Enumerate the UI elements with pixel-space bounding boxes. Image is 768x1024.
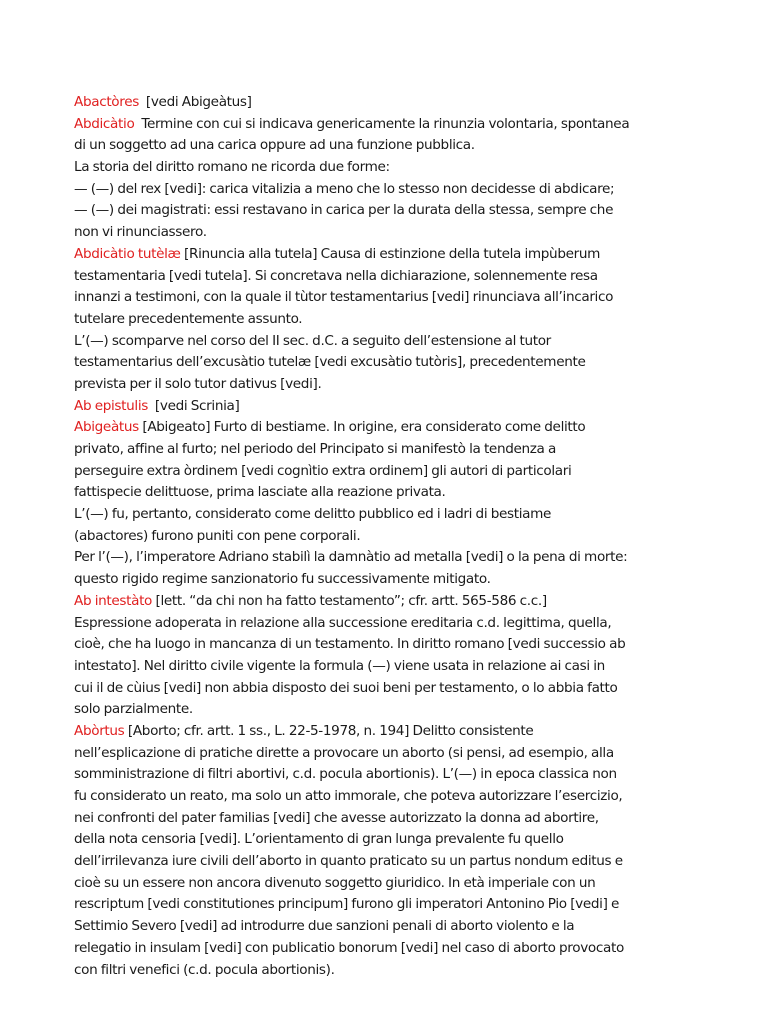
text-line: [74, 396, 734, 418]
text-line: questo rigido regime sanzionatorio fu successivamente mitigato.: [74, 571, 491, 588]
entry-text: [vedi Abigeàtus]: [138, 94, 252, 110]
text-line: (abactores) furono puniti con pene corporali.: [74, 527, 361, 544]
text-line: nei confronti del pater familias [vedi] che avesse autorizzato la donna ad abortire,: [74, 809, 599, 826]
text-line: tutelare precedentemente assunto.: [74, 310, 303, 327]
text-line: privato, affine al furto; nel periodo del Principato si manifestò la tendenza a: [74, 441, 556, 457]
text-line: non vi rinunciassero.: [74, 224, 207, 241]
text-line: — (—) del rex [vedi]: carica vitalizia a meno che lo stesso non decidesse di abdicare;: [74, 180, 615, 197]
text-line: intestato]. Nel diritto civile vigente la formula (—) viene usata in relazione ai casi in: [74, 657, 605, 674]
text-line: testamentarius dell’excusàtio tutelæ [vedi excusàtio tutòris], precedentemente: [74, 354, 586, 371]
entry-abigeatus: [74, 417, 734, 591]
entry-text: [vedi Scrinia]: [147, 397, 240, 414]
text-line: somministrazione di filtri abortivi, c.d. pocula abortionis). L’(—) in epoca classica non: [74, 766, 617, 783]
text-line: — (—) dei magistrati: essi restavano in carica per la durata della stessa, sempre che: [74, 202, 614, 219]
entry-term: Ab intestàto: [74, 592, 153, 609]
text-line: dell’irrilevanza iure civili dell’aborto in quanto praticato su un partus nondum editus e: [74, 853, 623, 870]
entry-term: Abigeàtus: [74, 419, 139, 436]
text-line: della nota censoria [vedi]. L’orientamento di gran lunga prevalente fu quello: [74, 831, 564, 848]
entry-abactores: [74, 92, 734, 114]
text-line: con filtri venefici (c.d. pocula abortionis).: [74, 961, 335, 978]
text-line: [74, 417, 734, 439]
text-line: rescriptum [vedi constitutiones principum] furono gli imperatori Antonino Pio [vedi] e: [74, 896, 620, 913]
entry-text: [lett. “da chi non ha fatto testamento”; cfr. artt. 565-586 c.c.]: [152, 592, 547, 609]
text-line: testamentaria [vedi tutela]. Si concretava nella dichiarazione, solennemente resa: [74, 267, 598, 284]
entry-term: Abdicàtio tutèlæ: [74, 245, 181, 262]
text-line: Settimio Severo [vedi] ad introdurre due sanzioni penali di aborto violento e la: [74, 918, 575, 935]
entry-text: Termine con cui si indicava genericamente la rinunzia volontaria, spontanea: [134, 115, 630, 132]
text-line: cioè, che ha luogo in mancanza di un testamento. In diritto romano [vedi successio ab: [74, 636, 626, 653]
text-line: L’(—) scomparve nel corso del II sec. d.C. a seguito dell’estensione al tutor: [74, 332, 551, 349]
entry-abortus: [74, 721, 734, 981]
text-line: [74, 114, 734, 136]
document-page: [74, 92, 734, 981]
entry-term: Abdicàtio: [74, 115, 135, 132]
entry-abdicatio-tutelae: [74, 244, 734, 396]
entry-ab-intestato: [74, 591, 734, 721]
text-line: [74, 721, 734, 743]
text-line: di un soggetto ad una carica oppure ad una funzione pubblica.: [74, 137, 475, 154]
entry-abdicatio: [74, 114, 734, 244]
entry-term: Ab epistulis: [74, 397, 148, 414]
text-line: Espressione adoperata in relazione alla successione ereditaria c.d. legittima, quella,: [74, 614, 612, 631]
entry-term: Abactòres: [74, 94, 139, 110]
text-line: cioè su un essere non ancora divenuto soggetto giuridico. In età imperiale con un: [74, 874, 596, 891]
entry-text: [Rinuncia alla tutela] Causa di estinzione della tutela impùberum: [180, 245, 601, 262]
entry-text: [Aborto; cfr. artt. 1 ss., L. 22-5-1978, n. 194] Delitto consistente: [124, 722, 534, 739]
text-line: Per l’(—), l’imperatore Adriano stabilì la damnàtio ad metalla [vedi] o la pena di morte:: [74, 549, 628, 566]
entry-term: Abòrtus: [74, 722, 125, 739]
text-line: perseguire extra òrdinem [vedi cognìtio extra ordinem] gli autori di particolari: [74, 462, 572, 479]
entry-ab-epistulis: [74, 396, 734, 418]
text-line: fattispecie delittuose, prima lasciate alla reazione privata.: [74, 484, 446, 501]
text-line: [74, 92, 734, 114]
text-line: prevista per il solo tutor dativus [vedi].: [74, 375, 322, 392]
text-line: innanzi a testimoni, con la quale il tùtor testamentarius [vedi] rinunciava all’incarico: [74, 289, 614, 306]
text-line: La storia del diritto romano ne ricorda due forme:: [74, 159, 390, 176]
text-line: fu considerato un reato, ma solo un atto immorale, che poteva autorizzare l’esercizio,: [74, 788, 623, 804]
text-line: [74, 244, 734, 266]
text-line: [74, 591, 734, 613]
text-line: solo parzialmente.: [74, 701, 193, 718]
text-line: L’(—) fu, pertanto, considerato come delitto pubblico ed i ladri di bestiame: [74, 506, 552, 523]
text-line: relegatio in insulam [vedi] con publicatio bonorum [vedi] nel caso di aborto provocato: [74, 939, 624, 956]
text-line: nell’esplicazione di pratiche dirette a provocare un aborto (si pensi, ad esempio, alla: [74, 744, 614, 761]
entry-text: [Abigeato] Furto di bestiame. In origine, era considerato come delitto: [138, 419, 586, 436]
text-line: cui il de cùius [vedi] non abbia disposto dei suoi beni per testamento, o lo abbia fatto: [74, 679, 618, 696]
